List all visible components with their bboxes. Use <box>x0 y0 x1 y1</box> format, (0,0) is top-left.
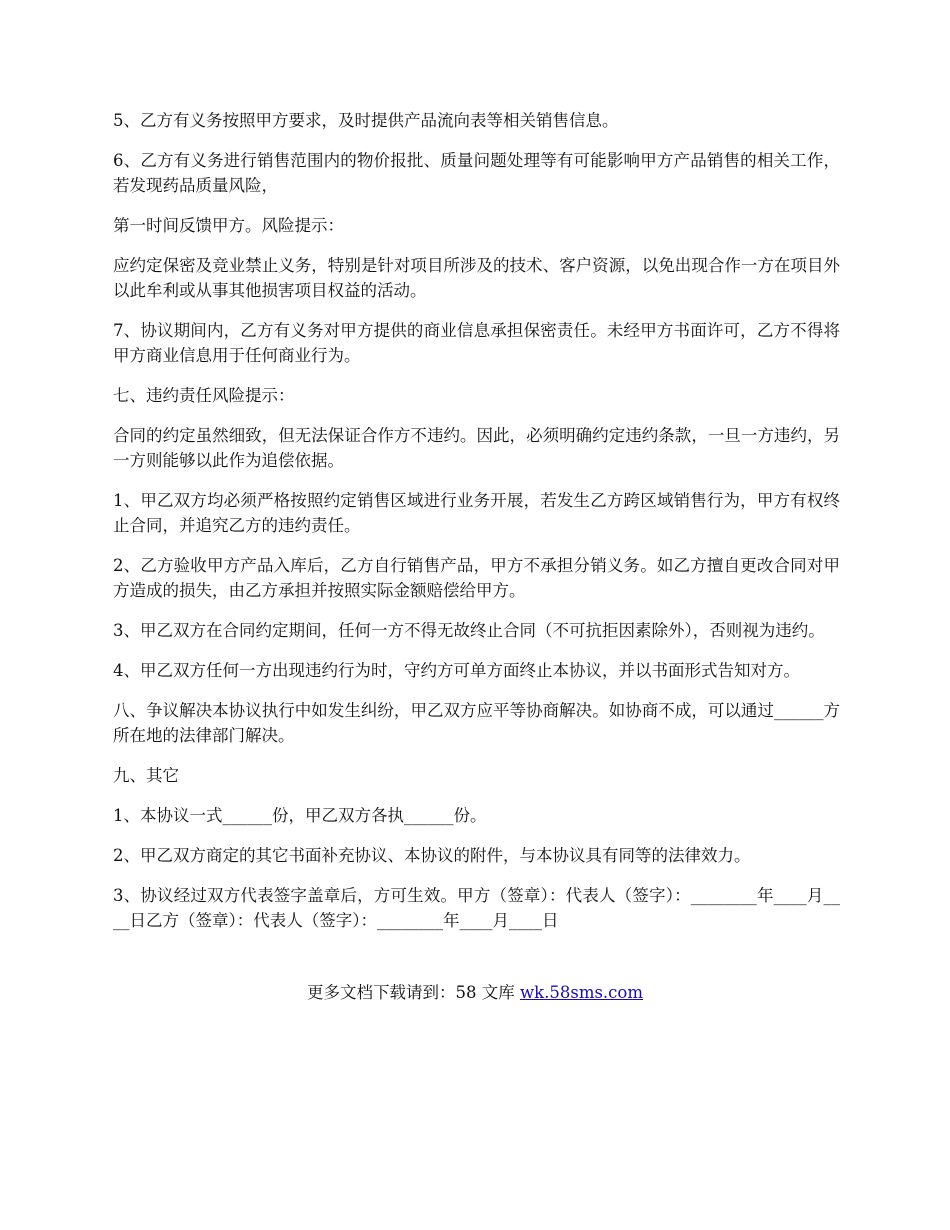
paragraph: 2、甲乙双方商定的其它书面补充协议、本协议的附件，与本协议具有同等的法律效力。 <box>113 846 751 865</box>
signature-paragraph: 3、协议经过双方代表签字盖章后，方可生效。甲方（签章）：代表人（签字）：________年____月____日乙方（签章）：代表人（签字）：________年____月____日 <box>113 886 840 930</box>
paragraph: 合同的约定虽然细致，但无法保证合作方不违约。因此，必须明确约定违约条款，一旦一方违约，另一方则能够以此作为追偿依据。 <box>113 426 840 470</box>
paragraph: 4、甲乙双方任何一方出现违约行为时，守约方可单方面终止本协议，并以书面形式告知对方。 <box>113 661 800 680</box>
paragraph: 应约定保密及竞业禁止义务，特别是针对项目所涉及的技术、客户资源，以免出现合作一方在项目外以此牟利或从事其他损害项目权益的活动。 <box>113 256 840 300</box>
paragraph: 1、本协议一式______份，甲乙双方各执______份。 <box>113 806 487 825</box>
paragraph: 2、乙方验收甲方产品入库后，乙方自行销售产品，甲方不承担分销义务。如乙方擅自更改合同对甲方造成的损失，由乙方承担并按照实际金额赔偿给甲方。 <box>113 556 840 600</box>
paragraph: 八、争议解决本协议执行中如发生纠纷，甲乙双方应平等协商解决。如协商不成，可以通过______方所在地的法律部门解决。 <box>113 701 840 745</box>
paragraph: 5、乙方有义务按照甲方要求，及时提供产品流向表等相关销售信息。 <box>113 111 619 130</box>
paragraph: 7、协议期间内，乙方有义务对甲方提供的商业信息承担保密责任。未经甲方书面许可，乙方不得将甲方商业信息用于任何商业行为。 <box>113 321 840 365</box>
footer-link[interactable]: wk.58sms.com <box>519 983 643 1002</box>
section-heading: 七、违约责任风险提示： <box>113 386 295 405</box>
paragraph: 3、甲乙双方在合同约定期间，任何一方不得无故终止合同（不可抗拒因素除外），否则视为违约。 <box>113 621 825 640</box>
page-footer <box>0 980 950 1005</box>
paragraph: 1、甲乙双方均必须严格按照约定销售区域进行业务开展，若发生乙方跨区域销售行为，甲方有权终止合同，并追究乙方的违约责任。 <box>113 491 840 535</box>
paragraph: 第一时间反馈甲方。风险提示： <box>113 216 344 235</box>
document-body <box>113 108 840 948</box>
section-heading: 九、其它 <box>113 766 179 785</box>
footer-text: 更多文档下载请到：58 文库 <box>306 983 520 1002</box>
paragraph: 6、乙方有义务进行销售范围内的物价报批、质量问题处理等有可能影响甲方产品销售的相关工作，若发现药品质量风险， <box>113 151 840 195</box>
